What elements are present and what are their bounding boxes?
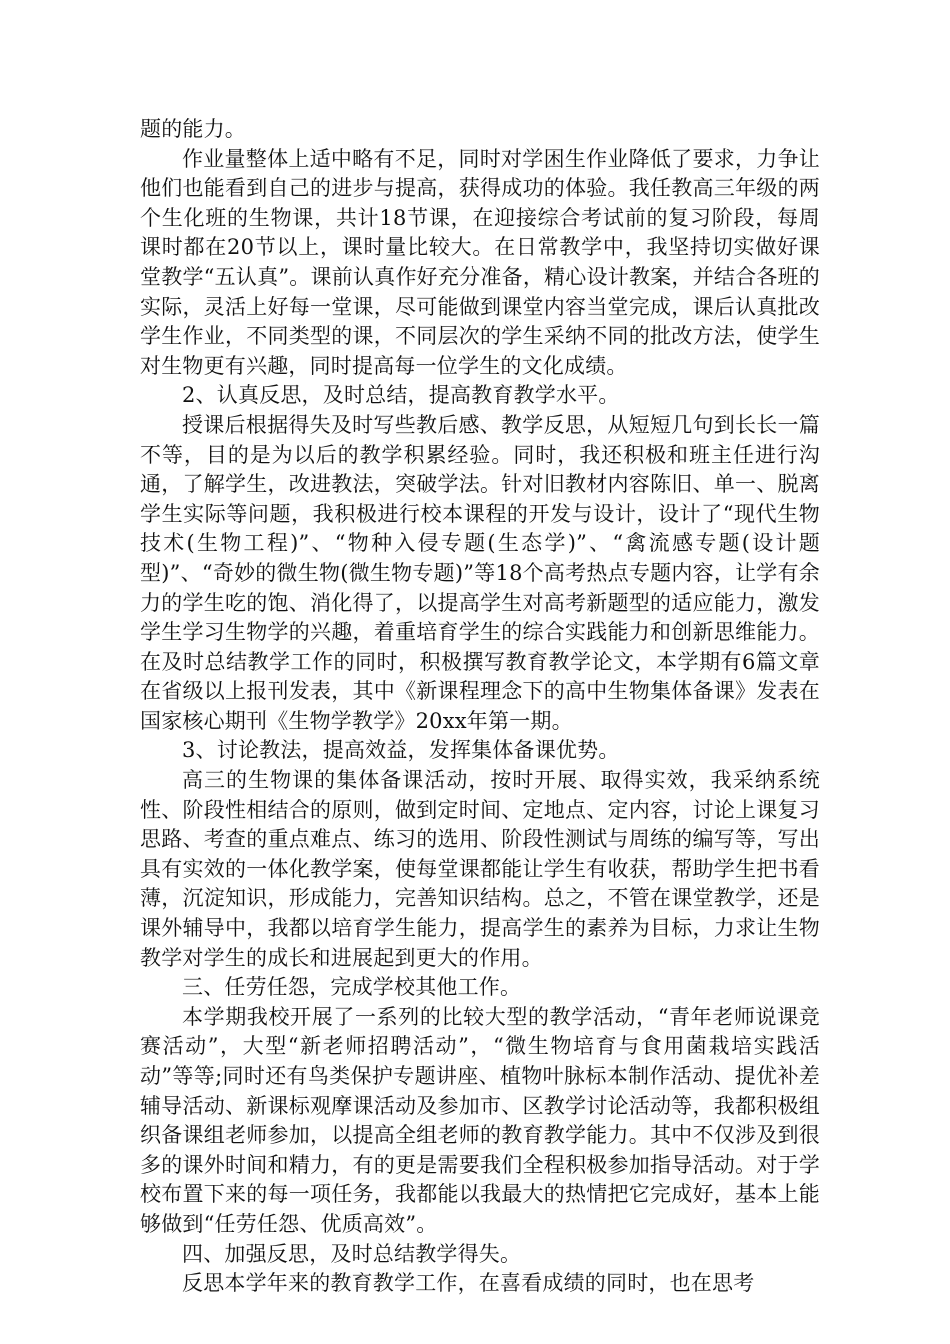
heading-other-work: 三、任劳任怨，完成学校其他工作。 [182,975,522,1000]
document-page [140,115,820,1299]
paragraph-homework: 作业量整体上适中略有不足，同时对学困生作业降低了要求，力争让他们也能看到自己的进步与提高，获得成功的体验。我任教高三年级的两个生化班的生物课，共计18节课，在迎接综合考试前的复习阶段，每周课时都在20节以上，课时量比较大。在日常教学中，我坚持切实做好课堂教学“五认真”。课前认真作好充分准备，精心设计教案，并结合各班的实际，灵活上好每一堂课，尽可能做到课堂内容当堂完成，课后认真批改学生作业，不同类型的课，不同层次的学生采纳不同的批改方法，使学生对生物更有兴趣，同时提高每一位学生的文化成绩。 [140,146,820,378]
paragraph-collective-prep: 高三的生物课的集体备课活动，按时开展、取得实效，我采纳系统性、阶段性相结合的原则，做到定时间、定地点、定内容，讨论上课复习思路、考查的重点难点、练习的选用、阶段性测试与周练的编写等，写出具有实效的一体化教学案，使每堂课都能让学生有收获，帮助学生把书看薄，沉淀知识，形成能力，完善知识结构。总之，不管在课堂教学，还是课外辅导中，我都以培育学生能力，提高学生的素养为目标，力求让生物教学对学生的成长和进展起到更大的作用。 [140,768,820,970]
paragraph-continuation: 题的能力。 [140,117,246,141]
heading-strengthen-reflection: 四、加强反思，及时总结教学得失。 [182,1241,522,1266]
paragraph-final: 反思本学年来的教育教学工作，在喜看成绩的同时，也在思考 [182,1271,755,1296]
heading-collective-prep: 3、讨论教法，提高效益，发挥集体备课优势。 [182,738,620,763]
heading-reflection: 2、认真反思，及时总结，提高教育教学水平。 [182,383,620,408]
paragraph-other-work: 本学期我校开展了一系列的比较大型的教学活动，“青年老师说课竞赛活动”，大型“新老师招聘活动”，“微生物培育与食用菌栽培实践活动”等等;同时还有鸟类保护专题讲座、植物叶脉标本制作活动、提优补差辅导活动、新课标观摩课活动及参加市、区教学讨论活动等，我都积极组织备课组老师参加，以提高全组老师的教育教学能力。其中不仅涉及到很多的课外时间和精力，有的更是需要我们全程积极参加指导活动。对于学校布置下来的每一项任务，我都能以我最大的热情把它完成好，基本上能够做到“任劳任怨、优质高效”。 [140,1004,820,1236]
paragraph-reflection: 授课后根据得失及时写些教后感、教学反思，从短短几句到长长一篇不等，目的是为以后的教学积累经验。同时，我还积极和班主任进行沟通，了解学生，改进教法，突破学法。针对旧教材内容陈旧、单一、脱离学生实际等问题，我积极进行校本课程的开发与设计，设计了“现代生物技术(生物工程)”、“物种入侵专题(生态学)”、“禽流感专题(设计题型)”、“奇妙的微生物(微生物专题)”等18个高考热点专题内容，让学有余力的学生吃的饱、消化得了，以提高学生对高考新题型的适应能力，激发学生学习生物学的兴趣，着重培育学生的综合实践能力和创新思维能力。在及时总结教学工作的同时，积极撰写教育教学论文，本学期有6篇文章在省级以上报刊发表，其中《新课程理念下的高中生物集体备课》发表在国家核心期刊《生物学教学》20xx年第一期。 [140,412,820,733]
